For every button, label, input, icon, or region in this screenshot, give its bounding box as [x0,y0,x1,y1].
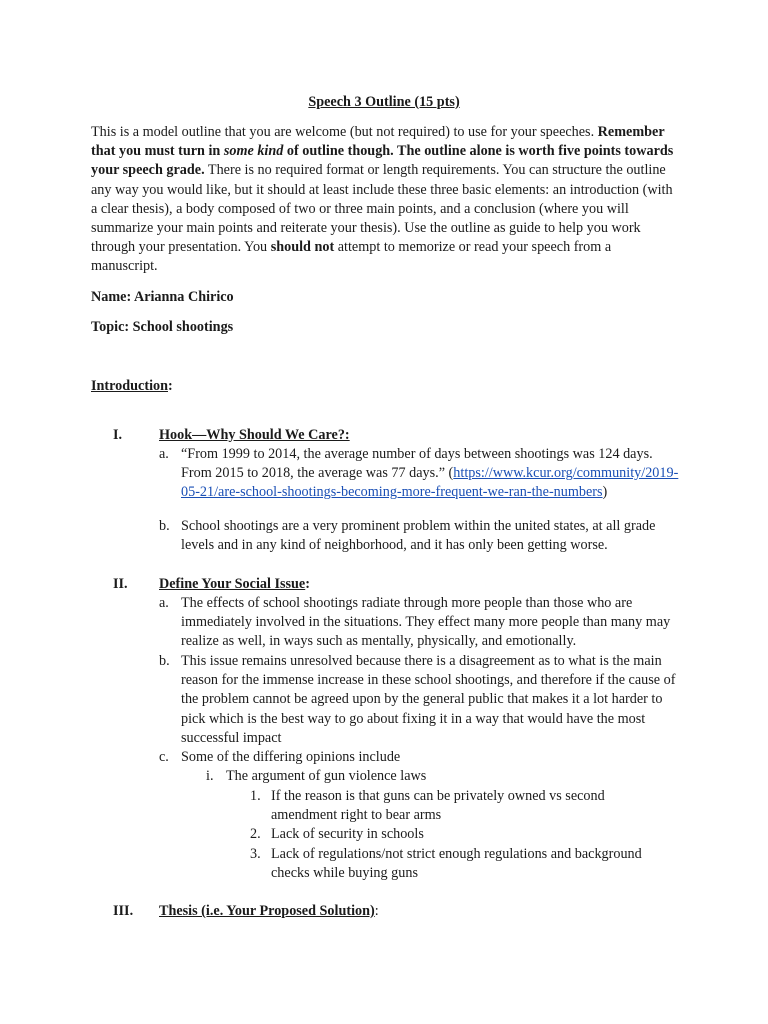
list-item-text: School shootings are a very prominent problem within the united states, at all grade levels and in any kind of neighborhood, and it has only been getting worse. [181,518,656,554]
section-heading-social-issue [159,575,310,594]
list-item-text: If the reason is that guns can be privately owned vs second amendment right to bear arms [271,788,605,824]
list-item [159,748,679,767]
topic-line: Topic: School shootings [91,319,234,335]
page-title: Speech 3 Outline (15 pts) [308,94,460,110]
list-marker: 2. [250,826,261,842]
list-item [159,445,679,503]
list-item-text: This issue remains unresolved because there is a disagreement as to what is the main reason for the immense increase in these school shootings, and therefore if the cause of the problem cannot be agreed upon by the general public that makes it a lot harder to pick which is the best way to go about fixing it in a way that would have the most successful impact [181,653,676,746]
section-heading-hook: Hook—Why Should We Care?: [159,427,350,443]
instructions-bold-italic: some kind [223,143,284,160]
instructions-bold-3: should not [270,239,335,256]
list-item [159,517,679,555]
source-link[interactable]: https://www.kcur.org/community/2019-05-21/are-school-shootings-becoming-more-frequent-we-ran-the-numbers [181,465,679,501]
numbered-item [250,825,670,844]
list-marker: c. [159,749,169,765]
introduction-heading-text: Introduction [91,378,168,394]
list-marker: a. [159,595,169,611]
list-item-text: The argument of gun violence laws [226,768,427,784]
section-heading-text: Define Your Social Issue [159,576,306,592]
introduction-heading [91,377,173,396]
section-numeral-1: I. [113,427,123,443]
sub-list-item [206,767,676,786]
link-paren-close: ) [602,484,608,501]
list-marker: a. [159,446,169,462]
list-item-text: Lack of security in schools [271,826,424,842]
list-item-text: Lack of regulations/not strict enough regulations and background checks while buying guns [271,846,642,882]
instructions-paragraph [91,123,681,277]
instructions-bold-2: of outline though. The outline alone is worth five points towards your speech grade. [91,143,674,179]
list-marker: i. [206,768,214,784]
link-paren-open: ( [448,465,454,482]
list-item-text [181,445,679,503]
introduction-colon: : [168,378,173,394]
list-marker: 3. [250,846,261,862]
name-line: Name: Arianna Chirico [91,289,234,305]
section-heading-thesis [159,902,379,921]
instructions-text-2: There is no required format or length requirements. You can structure the outline any way you would like, but it should at least include these three basic elements: an introduction (with a clear thesis), a body composed of two or three main points, and a conclusion (where you will summarize your main points and reiterate your thesis). Use the outline as guide to help you work through your presentation. You [91,162,673,256]
instructions-bold-1: Remember that you must turn in [91,124,665,160]
instructions-text-3: attempt to memorize or read your speech from a manuscript. [91,239,612,275]
section-numeral-2: II. [113,576,128,592]
section-numeral-3: III. [113,903,134,919]
numbered-item [250,845,670,883]
numbered-item [250,787,670,825]
list-item [159,652,679,748]
heading-colon: : [374,903,379,919]
list-marker: 1. [250,788,261,804]
list-marker: b. [159,518,170,534]
list-item [159,594,679,652]
list-marker: b. [159,653,170,669]
list-item-text: Some of the differing opinions include [181,749,401,765]
statistic-quote: “From 1999 to 2014, the average number of days between shootings was 124 days. From 2015 to 2018, the average was 77 days.” [181,446,653,482]
instructions-text-1: This is a model outline that you are welcome (but not required) to use for your speeches. [91,124,595,140]
section-heading-text: Thesis (i.e. Your Proposed Solution) [159,903,375,919]
heading-colon: : [305,576,310,592]
list-item-text: The effects of school shootings radiate through more people than those who are immediately involved in the situations. They effect many more people than many may realize as well, in ways such as mentally, physically, and emotionally. [181,595,671,650]
